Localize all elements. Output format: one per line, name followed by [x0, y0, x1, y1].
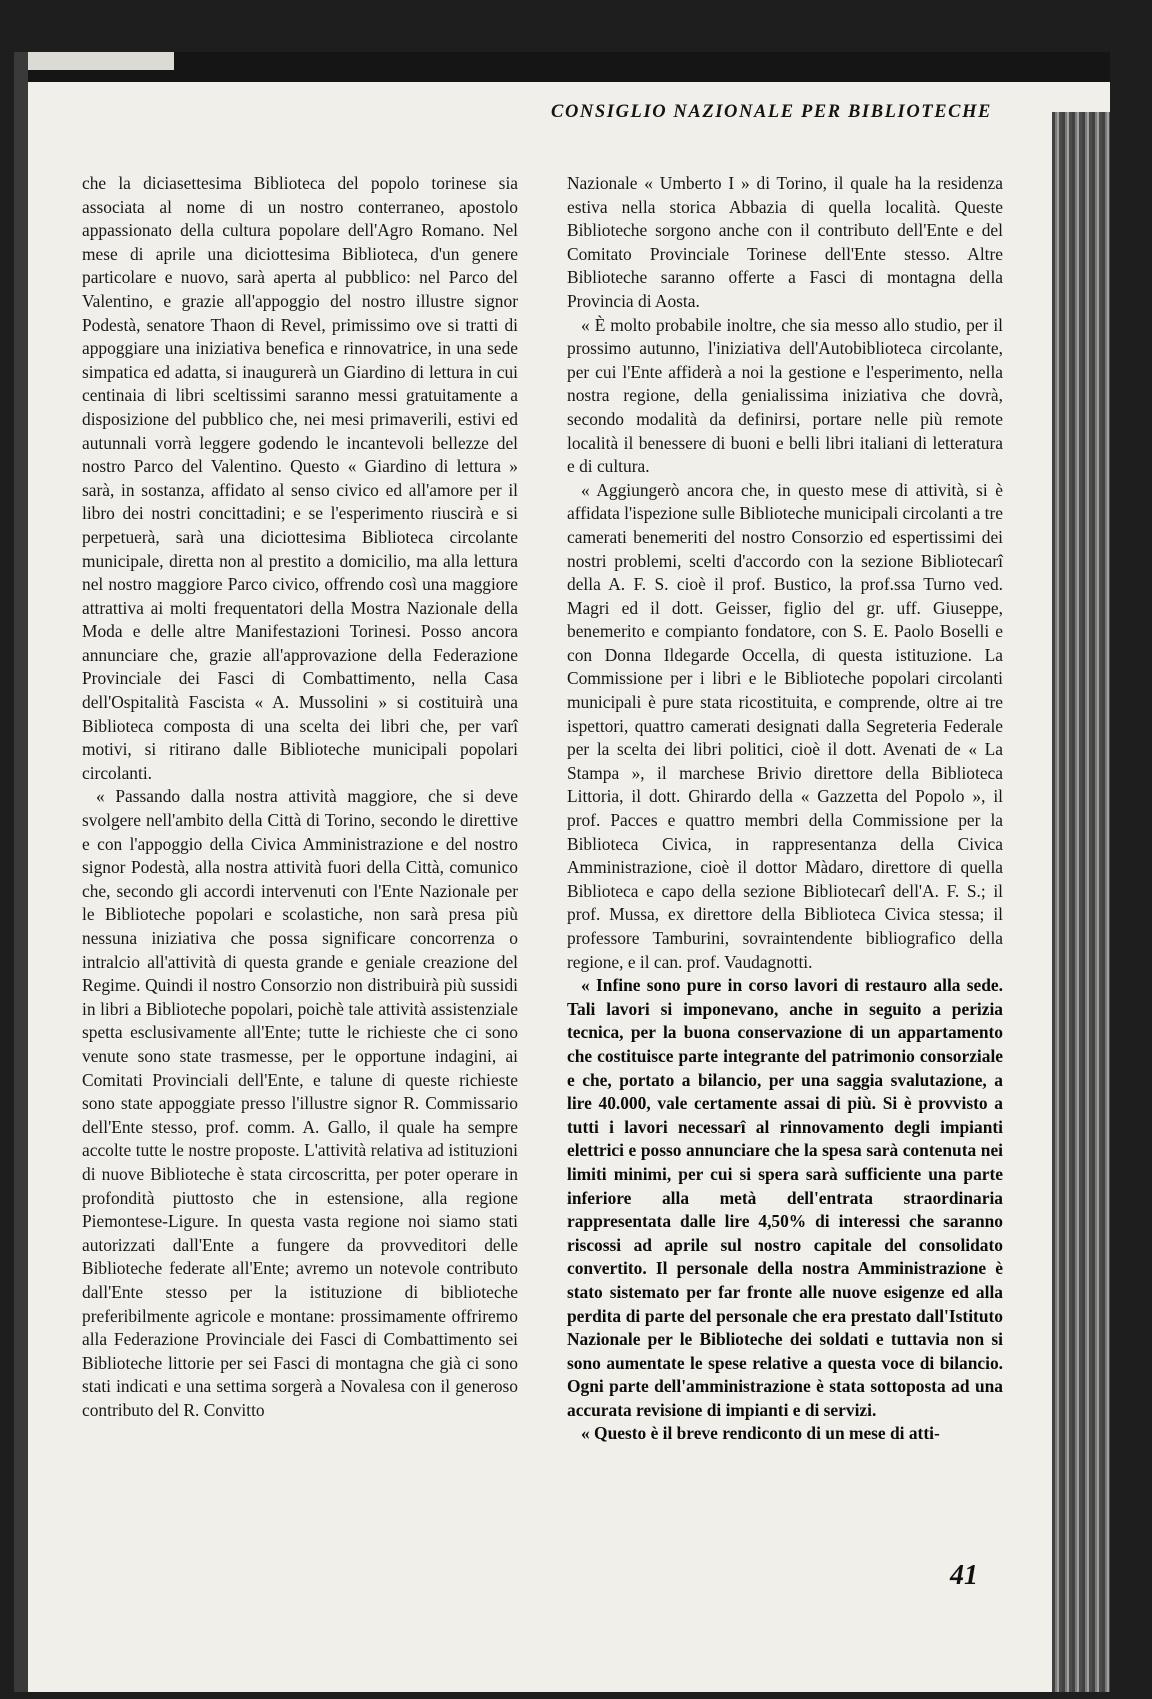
book-spine-edge [1052, 112, 1110, 1692]
scan-top-corner [14, 52, 174, 70]
paragraph: « Aggiungerò ancora che, in questo mese di attività, si è affidata l'ispezione sulle Biblioteche municipali circolanti a tre camerati benemeriti del nostro Consorzio ed espertissimi dei nostri problemi, scelti d'accordo con la sezione Bibliotecarî della A. F. S. cioè il prof. Bustico, la prof.ssa Turno ved. Magri ed il dott. Geisser, figlio del gr. uff. Giuseppe, benemerito e compianto fondatore, con S. E. Paolo Boselli e con Donna Ildegarde Occella, di questa istituzione. La Commissione per i libri e le Biblioteche popolari circolanti municipali è pure stata ricostituita, e comprende, oltre ai tre ispettori, quattro camerati designati dalla Segreteria Federale per la scelta dei libri politici, cioè il dott. Avenati de « La Stampa », il marchese Brivio direttore della Biblioteca Littoria, il dott. Ghirardo della « Gazzetta del Popolo », il prof. Pacces e quattro membri della Commissione per la Biblioteca Civica, in rappresentanza della Civica Amministrazione, cioè il dottor Màdaro, direttore di quella Biblioteca e capo della sezione Bibliotecarî dell'A. F. S.; il prof. Mussa, ex direttore della Biblioteca Civica stessa; il professore Tamburini, sovraintendente bibliografico della regione, e il can. prof. Vaudagnotti. [567, 479, 1003, 972]
scan-left-border [14, 52, 28, 1692]
left-column [82, 172, 518, 1422]
running-header: CONSIGLIO NAZIONALE PER BIBLIOTECHE [551, 102, 992, 122]
scan-top-border [14, 52, 1110, 82]
paragraph: « È molto probabile inoltre, che sia messo allo studio, per il prossimo autunno, l'iniziativa dell'Autobiblioteca circolante, per cui l'Ente affiderà a noi la gestione e l'esperimento, nella nostra regione, della genialissima iniziativa che dovrà, secondo modalità da definirsi, portare nelle più remote località il benessere di buoni e belli libri italiani di letteratura e di cultura. [567, 314, 1003, 477]
paragraph: « Infine sono pure in corso lavori di restauro alla sede. Tali lavori si imponevano, anche in seguito a perizia tecnica, per la buona conservazione di un appartamento che costituisce parte integrante del patrimonio consorziale e che, portato a bilancio, per una saggia svalutazione, a lire 40.000, vale certamente assai di più. Si è provvisto a tutti i lavori necessarî al rinnovamento degli impianti elettrici e posso annunciare che la spesa sarà contenuta nei limiti minimi, per cui si spera sarà sufficiente una parte inferiore alla metà dell'entrata straordinaria rappresentata dalle lire 4,50% di interessi che saranno riscossi ad aprile sul nostro capitale del consolidato convertito. Il personale della nostra Amministrazione è stato sistemato per far fronte alle nuove esigenze ed alla perdita di parte del personale che era prestato dall'Istituto Nazionale per le Biblioteche dei soldati e tuttavia non si sono aumentate le spese relative a questa voce di bilancio. Ogni parte dell'amministrazione è stata sottoposta ad una accurata revisione di impianti e di servizi. [567, 975, 1003, 1420]
scanned-page [14, 52, 1110, 1692]
page-number: 41 [950, 1560, 978, 1591]
right-column [567, 172, 1003, 1446]
paragraph: « Questo è il breve rendiconto di un mese di atti- [581, 1423, 940, 1444]
paragraph: Nazionale « Umberto I » di Torino, il quale ha la residenza estiva nella storica Abbazia di quella località. Queste Biblioteche sorgono anche con il contributo dell'Ente e del Comitato Provinciale Torinese dell'Ente stesso. Altre Biblioteche saranno offerte a Fasci di montagna della Provincia di Aosta. [567, 173, 1003, 311]
paragraph: « Passando dalla nostra attività maggiore, che si deve svolgere nell'ambito della Città di Torino, secondo le direttive e con l'appoggio della Civica Amministrazione e del nostro signor Podestà, alla nostra attività fuori della Città, comunico che, secondo gli accordi intervenuti con l'Ente Nazionale per le Biblioteche popolari e scolastiche, non sarà presa più nessuna iniziativa che possa significare concorrenza o intralcio all'attività di questa grande e geniale creazione del Regime. Quindi il nostro Consorzio non distribuirà più sussidi in libri a Biblioteche popolari, poichè tale attività assistenziale spetta esclusivamente all'Ente; tutte le richieste che ci sono venute sono state trasmesse, per le opportune indagini, ai Comitati Provinciali dell'Ente, e talune di queste richieste sono state appoggiate presso l'illustre signor R. Commissario dell'Ente stesso, prof. comm. A. Gallo, il quale ha sempre accolte tutte le nostre proposte. L'attività relativa ad istituzioni di nuove Biblioteche è stata circoscritta, per poter operare in profondità piuttosto che in estensione, alla regione Piemontese-Ligure. In questa vasta regione noi siamo stati autorizzati dall'Ente a fungere da provveditori delle Biblioteche federate all'Ente; avremo un notevole contributo dall'Ente stesso per la istituzione di biblioteche preferibilmente agricole e montane: prossimamente offriremo alla Federazione Provinciale dei Fasci di Combattimento sei Biblioteche littorie per sei Fasci di montagna che già ci sono stati indicati e una settima sorgerà a Novalesa con il generoso contributo del R. Convitto [82, 786, 518, 1420]
paragraph: che la diciasettesima Biblioteca del popolo torinese sia associata al nome di un nostro conterraneo, apostolo appassionato della cultura popolare dell'Agro Romano. Nel mese di aprile una diciottesima Biblioteca, d'un genere particolare e nuovo, sarà aperta al pubblico: nel Parco del Valentino, e grazie all'appoggio del nostro illustre signor Podestà, senatore Thaon di Revel, primissimo ove si tratti di appoggiare una iniziativa benefica e rinnovatrice, in una sede simpatica ed adatta, si inaugurerà un Giardino di lettura in cui centinaia di libri sceltissimi saranno messi gratuitamente a disposizione del pubblico che, nei mesi primaverili, estivi ed autunnali vorrà leggere godendo le incantevoli bellezze del nostro Parco del Valentino. Questo « Giardino di lettura » sarà, in sostanza, affidato al senso civico ed all'amore per il libro dei nostri concittadini; e se l'esperimento riuscirà e si perpetuerà, sarà una diciottesima Biblioteca circolante municipale, diretta non al prestito a domicilio, ma alla lettura nel nostro maggiore Parco civico, offrendo così una maggiore attrattiva ai molti frequentatori della Mostra Nazionale della Moda e delle altre Manifestazioni Torinesi. Posso ancora annunciare che, grazie all'approvazione della Federazione Provinciale dei Fasci di Combattimento, nella Casa dell'Ospitalità Fascista « A. Mussolini » si costituirà una Biblioteca composta di una scelta dei libri che, per varî motivi, si ritirano dalle Biblioteche municipali popolari circolanti. [82, 173, 518, 783]
